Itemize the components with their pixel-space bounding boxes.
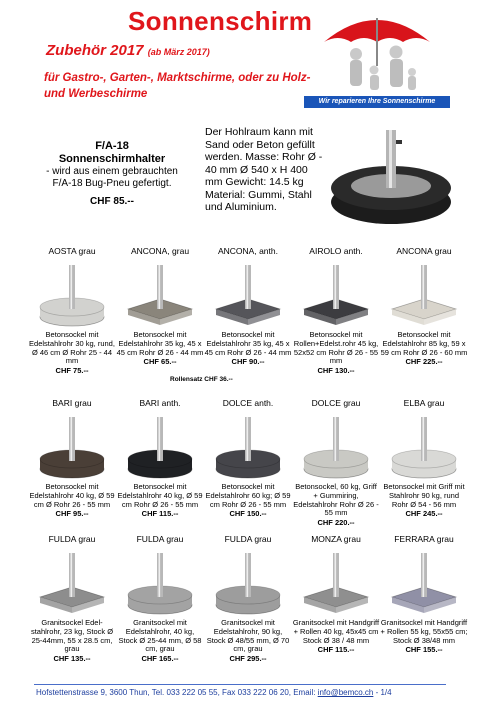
page-subtitle (46, 42, 210, 59)
product-price: CHF 130.-- (317, 366, 355, 376)
product-variant: grau (76, 534, 96, 544)
product-price: CHF 75.-- (55, 366, 89, 376)
product-card (204, 398, 292, 518)
product-description: Granitsockel mit Handgriff + Rollen 55 kg, 55x55 cm; Stock Ø 38/48 mm (380, 618, 468, 645)
product-model: ELBA (403, 398, 425, 408)
featured-name: Sonnenschirmhalter (58, 153, 166, 165)
product-model: FULDA (224, 534, 253, 544)
footer-divider (34, 684, 446, 685)
product-model: ANCONA (217, 246, 255, 256)
product-description: Betonsockel mit Edelstahlrohr 40 kg, Ø 59 cm Rohr Ø 26 - 55 mm (117, 482, 203, 509)
umbrella-base-image (122, 411, 198, 481)
product-price: CHF 245.-- (405, 509, 443, 519)
page-title: Sonnenschirm (128, 6, 313, 36)
umbrella-base-image (34, 259, 110, 329)
product-name (204, 534, 292, 545)
product-model: FULDA (48, 534, 77, 544)
featured-product-info (40, 140, 184, 208)
product-card (116, 534, 204, 663)
product-name (204, 398, 292, 409)
product-price: CHF 95.-- (55, 509, 89, 519)
product-name (116, 534, 204, 545)
product-card (380, 398, 468, 518)
product-variant: grau (76, 246, 96, 256)
footer-address: Hofstettenstrasse 9, 3600 Thun, Tel. 033 222 05 55, Fax 033 222 06 20, Email: (36, 688, 318, 697)
umbrella-base-image (298, 259, 374, 329)
umbrella-base-image (210, 411, 286, 481)
product-card (380, 534, 468, 654)
featured-note: - wird aus einem gebrauchten F/A-18 Bug-Pneu gefertigt. (46, 166, 178, 189)
product-description: Betonsockel, 60 kg, Griff + Gummiring, Edelstahlrohr Rohr Ø 26 - 55 mm (293, 482, 379, 518)
featured-code: F/A-18 (95, 140, 129, 152)
product-model: DOLCE (222, 398, 252, 408)
product-variant: grau (424, 398, 445, 408)
subtitle-date: (ab März 2017) (147, 47, 210, 57)
product-name (116, 246, 204, 257)
product-description: Betonsockel mit Edelstahlrohr 40 kg, Ø 59 cm Ø Rohr 26 - 55 mm (29, 482, 115, 509)
product-model: AIROLO (309, 246, 342, 256)
product-name (204, 246, 292, 257)
product-price: CHF 225.-- (405, 357, 443, 367)
product-model: MONZA (311, 534, 342, 544)
product-card (204, 246, 292, 366)
page-number: - 1/4 (373, 688, 392, 697)
product-name (292, 246, 380, 257)
featured-description: Der Hohlraum kann mit Sand oder Beton gefüllt werden. Masse: Rohr Ø - 40 mm Ø 540 x H 400 mm Gewicht: 14.5 kg Material: Gummi, Stahl und Aluminium. (205, 126, 323, 213)
product-model: ANCONA (130, 246, 168, 256)
umbrella-base-image (386, 259, 462, 329)
product-variant: , grau (167, 246, 190, 256)
product-variant: anth. (159, 398, 181, 408)
product-card (116, 398, 204, 518)
email-link[interactable]: info@bemco.ch (317, 688, 374, 697)
product-description: Betonsockel mit Edelstahlrohr 85 kg, 59 x 59 cm Rohr Ø 26 - 60 mm (380, 330, 468, 357)
product-card (380, 246, 468, 366)
product-model: BARI (139, 398, 160, 408)
umbrella-base-image (210, 259, 286, 329)
umbrella-base-image (298, 411, 374, 481)
product-model: FULDA (136, 534, 165, 544)
product-variant: grau (72, 398, 92, 408)
product-price: CHF 135.-- (53, 654, 91, 664)
product-description: Betonsockel mit Edelstahlrohr 60 kg; Ø 59 cm Rohr Ø 26 - 55 mm (205, 482, 291, 509)
umbrella-base-image (386, 547, 462, 617)
product-variant: grau (434, 534, 454, 544)
product-variant: grau (341, 534, 361, 544)
product-variant: grau (340, 398, 361, 408)
product-card (292, 534, 380, 654)
product-name (116, 398, 204, 409)
subtitle-main: Zubehör 2017 (46, 42, 144, 59)
product-model: BARI (52, 398, 73, 408)
umbrella-base-image (122, 259, 198, 329)
product-description: Granitsockel mit Handgriff + Rollen 40 kg, 45x45 cm Stock Ø 38 / 48 mm (292, 618, 380, 645)
product-description: Betonsockel mit Griff mit Stahlrohr 90 kg, rund Rohr Ø 54 - 56 mm (383, 482, 465, 509)
umbrella-base-image (122, 547, 198, 617)
umbrella-base-image (210, 547, 286, 617)
umbrella-base-image (386, 411, 462, 481)
product-card (292, 246, 380, 375)
product-price: CHF 155.-- (405, 645, 443, 655)
product-name (292, 398, 380, 409)
product-variant: grau (432, 246, 452, 256)
product-description: Granitsockel mit Edelstahlrohr, 40 kg, Stock Ø 25-44 mm, Ø 58 cm, grau (118, 618, 202, 654)
product-price: CHF 220.-- (317, 518, 355, 528)
product-card (116, 246, 204, 366)
product-name (380, 534, 468, 545)
umbrella-base-image (34, 411, 110, 481)
product-price: CHF 115.-- (317, 645, 355, 655)
product-description: Betonsockel mit Edelstahlrohr 35 kg, 45 x 45 cm Rohr Ø 26 - 44 mm (116, 330, 204, 357)
umbrella-family-image (304, 4, 450, 108)
product-name (380, 398, 468, 409)
product-name (292, 534, 380, 545)
product-model: DOLCE (311, 398, 341, 408)
umbrella-base-image (34, 547, 110, 617)
product-variant: anth. (252, 398, 274, 408)
product-price: CHF 295.-- (229, 654, 267, 664)
product-price: CHF 65.-- (143, 357, 177, 367)
footer (36, 688, 456, 697)
featured-price: CHF 85.-- (90, 196, 134, 207)
product-variant: anth. (341, 246, 363, 256)
product-card (28, 534, 116, 663)
product-description: Betonsockel mit Rollen+Edelst.rohr 45 kg, 52x52 cm Rohr Ø 26 - 55 mm (293, 330, 379, 366)
roll-note: Rollensatz CHF 36.-- (170, 376, 233, 383)
product-name (380, 246, 468, 257)
product-card (28, 398, 116, 518)
product-card (292, 398, 380, 527)
product-model: ANCONA (396, 246, 433, 256)
product-price: CHF 150.-- (229, 509, 267, 519)
product-description: Granitsockel Edel- stahlrohr, 23 kg, Stock Ø 25-44mm, 55 x 28.5 cm, grau (30, 618, 114, 654)
product-variant: grau (164, 534, 184, 544)
product-description: Betonsockel mit Edelstahlrohr 35 kg, 45 x 45 cm Rohr Ø 26 - 44 mm (204, 330, 292, 357)
product-description: Betonsockel mit Edelstahlrohr 30 kg, rund, Ø 46 cm Ø Rohr 25 - 44 mm (29, 330, 115, 366)
product-description: Granitsockel mit Edelstahlrohr, 90 kg, Stock Ø 48/55 mm, Ø 70 cm, grau (206, 618, 290, 654)
product-card (28, 246, 116, 375)
repair-banner: Wir reparieren Ihre Sonnenschirme (304, 96, 450, 108)
product-name (28, 398, 116, 409)
product-model: FERRARA (394, 534, 435, 544)
product-variant: grau (252, 534, 272, 544)
product-price: CHF 115.-- (141, 509, 179, 519)
tire-umbrella-stand-image (326, 122, 456, 232)
product-name (28, 534, 116, 545)
product-price: CHF 90.-- (231, 357, 265, 367)
product-model: AOSTA (48, 246, 77, 256)
tagline: für Gastro-, Garten-, Marktschirme, oder zu Holz- und Werbeschirme (44, 72, 311, 100)
product-card (204, 534, 292, 663)
product-variant: , anth. (254, 246, 278, 256)
product-price: CHF 165.-- (141, 654, 179, 664)
product-name (28, 246, 116, 257)
umbrella-base-image (298, 547, 374, 617)
